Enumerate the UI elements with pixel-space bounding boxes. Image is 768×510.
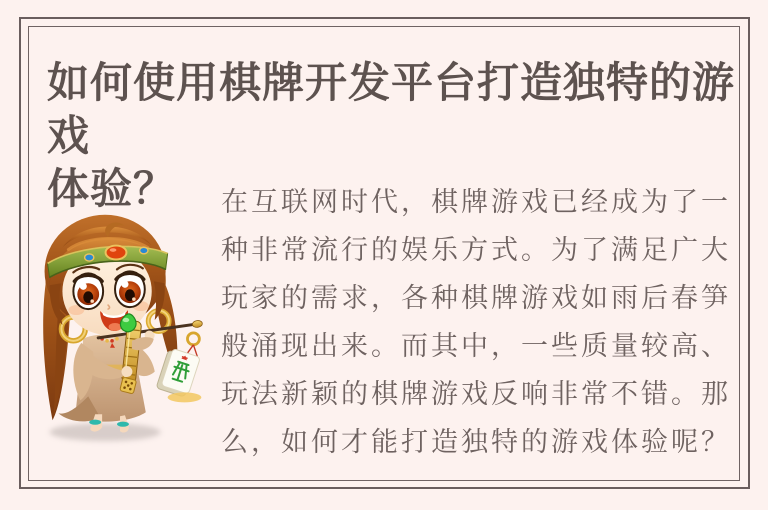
mascot-mahjong-tile — [156, 333, 201, 402]
paragraph-line: 么，如何才能打造独特的游戏体验呢？ — [221, 427, 731, 457]
mascot-gold-dice — [120, 377, 137, 394]
mascot-shadow — [50, 423, 161, 441]
mascot-right-eye — [115, 271, 145, 307]
article-paragraph — [221, 178, 741, 466]
paragraph-line: 玩法新颖的棋牌游戏反响非常不错。那 — [221, 379, 731, 409]
mascot-headband-red-gem — [106, 246, 127, 260]
mascot-headband-blue-gem-right — [140, 247, 148, 254]
page-title-line-2: 体验？ — [47, 164, 177, 213]
mascot-headband-red-gem-highlight — [110, 248, 117, 252]
mascot-left-eye — [73, 273, 103, 309]
mascot-headband-blue-gem-left — [85, 254, 94, 261]
paragraph-line: 在互联网时代，棋牌游戏已经成为了一 — [221, 187, 731, 217]
paragraph-line: 玩家的需求，各种棋牌游戏如雨后春笋 — [221, 283, 731, 313]
paragraph-line: 种非常流行的娱乐方式。为了满足广大 — [221, 235, 731, 265]
page-title-line-1: 如何使用棋牌开发平台打造独特的游戏 — [47, 58, 736, 160]
chibi-girl-with-golden-flute-and-mahjong-tile-icon — [28, 190, 208, 448]
paragraph-line: 般涌现出来。而其中，一些质量较高、 — [221, 331, 731, 361]
